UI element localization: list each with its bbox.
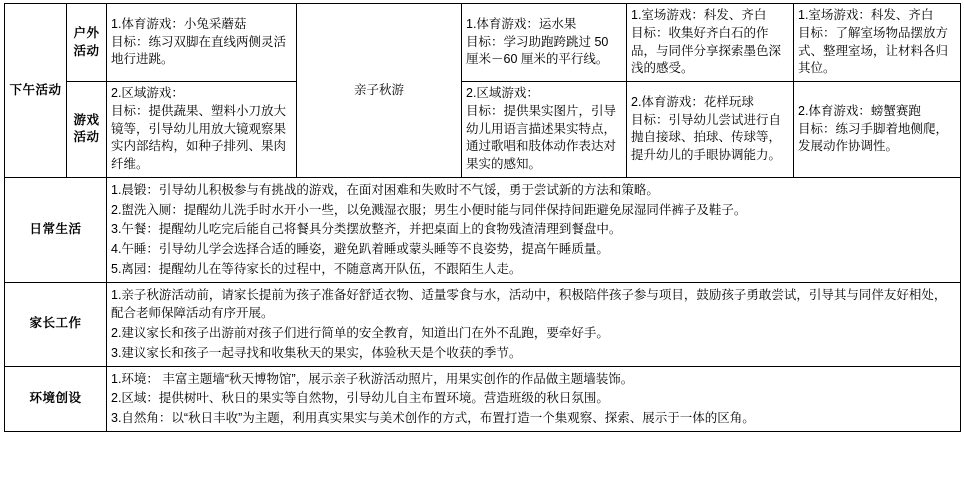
sub-label-outdoor [67, 4, 107, 82]
text-line: 目标：提供蔬果、塑料小刀放大镜等，引导幼儿用放大镜观察果实内部结构，如种子排列、果肉纤维。 [111, 103, 287, 171]
cell-outdoor-day1 [107, 4, 297, 82]
table-row-daily-life [5, 177, 961, 282]
table-row-parent-work [5, 282, 961, 366]
cell-environment-list [107, 366, 961, 431]
text-line: 目标：了解室场物品摆放方式、整理室场，让材料各归其位。 [798, 25, 949, 76]
list-item: 2.建议家长和孩子出游前对孩子们进行简单的安全教育，知道出门在外不乱跑，要牵好手。 [111, 326, 609, 340]
cell-parent-work-list [107, 282, 961, 366]
list-item: 1.环境： 丰富主题墙“秋天博物馆”，展示亲子秋游活动照片，用果实创作的作品做主题墙装饰。 [111, 371, 634, 386]
cell-outdoor-day4 [627, 4, 794, 82]
text-line: 2.体育游戏：螃蟹赛跑 [798, 103, 921, 118]
text-line: 目标：收集好齐白石的作品，与同伴分享探索墨色深浅的感受。 [631, 25, 782, 76]
text-line: 亲子秋游 [353, 82, 404, 97]
text-line: 1.体育游戏：小兔采蘑菇 [111, 16, 247, 31]
row-label-afternoon [5, 4, 67, 178]
sub-label-outdoor-text: 户外活动 [73, 25, 100, 58]
text-line: 目标：提供果实图片，引导幼儿用语言描述果实特点，通过歌唱和肢体动作表达对果实的感知。 [466, 103, 617, 171]
list-item: 5.离园：提醒幼儿在等待家长的过程中，不随意离开队伍，不跟陌生人走。 [111, 261, 522, 276]
cell-daily-life-list [107, 177, 961, 282]
text-line: 目标：练习双脚在直线两侧灵活地行进跳。 [111, 34, 287, 67]
sub-label-games-text: 游戏活动 [73, 112, 100, 145]
list-item: 3.建议家长和孩子一起寻找和收集秋天的果实，体验秋天是个收获的季节。 [111, 345, 522, 360]
cell-outdoor-day5 [794, 4, 961, 82]
text-line: 2.区域游戏： [111, 86, 184, 100]
list-item: 4.午睡：引导幼儿学会选择合适的睡姿，避免趴着睡或蒙头睡等不良姿势，提高午睡质量。 [111, 242, 609, 256]
row-label-environment [5, 366, 107, 431]
row-label-daily-life [5, 177, 107, 282]
list-item: 3.午餐：提醒幼儿吃完后能自己将餐具分类摆放整齐，并把桌面上的食物残渣清理到餐盘中。 [111, 222, 622, 237]
table-row-afternoon-outdoor [5, 4, 961, 82]
cell-games-day3 [462, 82, 627, 178]
cell-games-day5 [794, 82, 961, 178]
list-item: 2.盥洗入厕：提醒幼儿洗手时水开小一些，以免溅湿衣服；男生小便时能与同伴保持间距避免尿湿同伴裤子及鞋子。 [111, 202, 747, 217]
row-label-parent-work-text: 家长工作 [29, 316, 82, 331]
table-row-afternoon-games [5, 82, 961, 178]
list-item: 1.亲子秋游活动前，请家长提前为孩子准备好舒适衣物、适量零食与水，活动中，积极陪伴孩子参与项目，鼓励孩子勇敢尝试，引导其与同伴友好相处，配合老师保障活动有序开展。 [111, 287, 947, 321]
text-line: 目标：练习手脚着地侧爬，发展动作协调性。 [798, 121, 949, 154]
list-item: 3.自然角：以“秋日丰收”为主题，利用真实果实与美术创作的方式，布置打造一个集观察、探索、展示于一体的区角。 [111, 411, 755, 425]
cell-outdoor-day3 [462, 4, 627, 82]
cell-games-day4 [627, 82, 794, 178]
row-label-parent-work [5, 282, 107, 366]
table-row-environment [5, 366, 961, 431]
list-item: 1.晨锻：引导幼儿积极参与有挑战的游戏，在面对困难和失败时不气馁，勇于尝试新的方法和策略。 [111, 182, 659, 197]
row-label-daily-life-text: 日常生活 [29, 221, 82, 236]
text-line: 1.室场游戏：科发、齐白 [631, 8, 767, 22]
row-label-environment-text: 环境创设 [29, 390, 82, 405]
text-line: 目标：引导幼儿尝试进行自抛自接球、拍球、传球等，提升幼儿的手眼协调能力。 [631, 112, 782, 163]
text-line: 目标：学习助跑跨跳过 50 厘米－60 厘米的平行线。 [466, 34, 609, 67]
text-line: 2.体育游戏：花样玩球 [631, 94, 754, 109]
sub-label-games [67, 82, 107, 178]
cell-parent-autumn-trip [297, 4, 462, 178]
text-line: 1.室场游戏：科发、齐白 [798, 8, 934, 22]
list-item: 2.区域：提供树叶、秋日的果实等自然物，引导幼儿自主布置环境。营造班级的秋日氛围。 [111, 391, 609, 406]
row-label-afternoon-text: 下午活动 [9, 82, 62, 97]
text-line: 2.区域游戏： [466, 86, 539, 100]
activity-plan-table [4, 3, 961, 432]
cell-games-day1 [107, 82, 297, 178]
text-line: 1.体育游戏：运水果 [466, 16, 577, 31]
